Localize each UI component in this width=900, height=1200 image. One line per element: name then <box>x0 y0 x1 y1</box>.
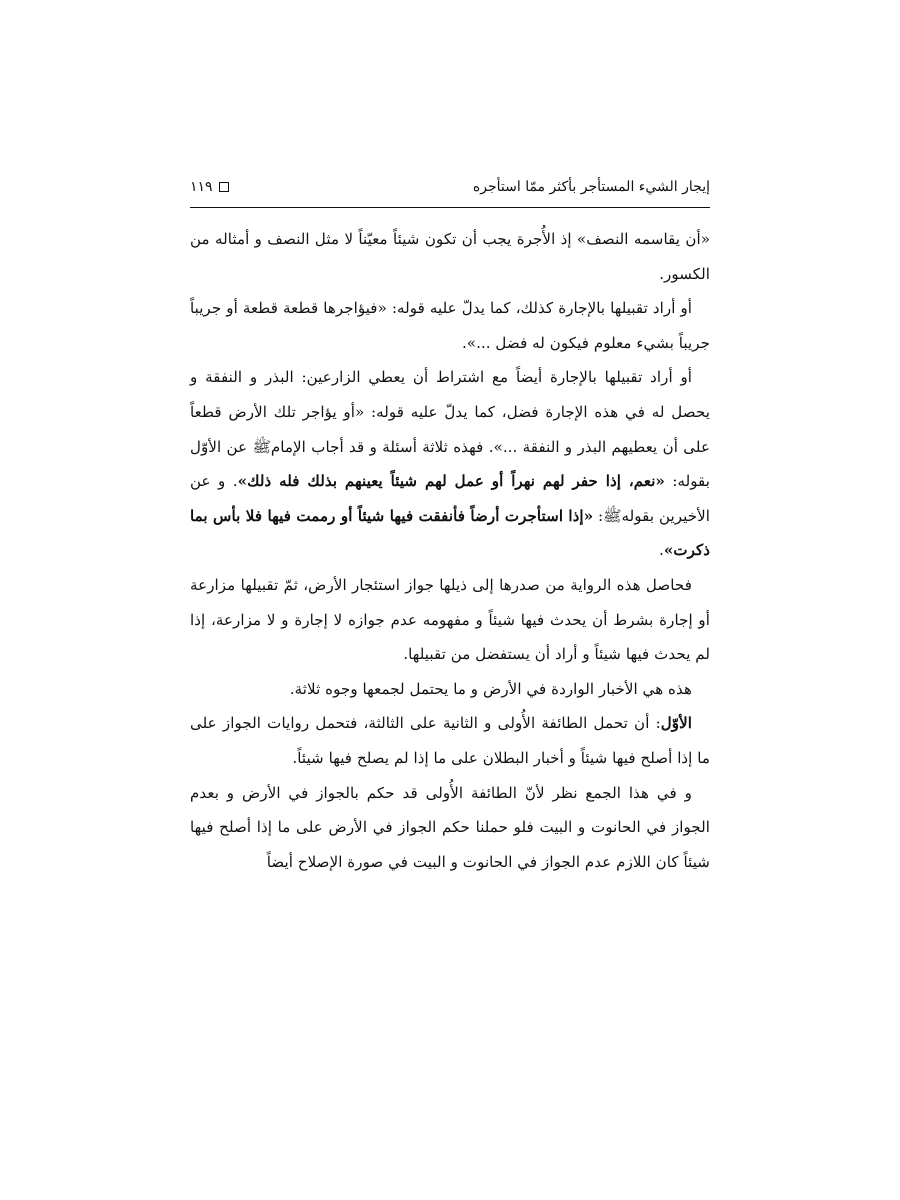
page-number: ١١٩ <box>190 179 213 195</box>
paragraph-7: و في هذا الجمع نظر لأنّ الطائفة الأُولى قد حكم بالجواز في الأرض و بعدم الجواز في الحانوت و البيت فلو حملنا حكم الجواز في الأرض على ما إذا أصلح فيها شيئاً كان اللازم عدم الجواز في الحانوت و البيت في صورة الإصلاح أيضاً <box>190 783 710 871</box>
quote-2: «إذا استأجرت أرضاً فأنفقت فيها شيئاً أو رممت فيها فلا بأس بما ذكرت» <box>190 506 710 560</box>
paragraph-1: «أن يقاسمه النصف» إذ الأُجرة يجب أن تكون شيئاً معيّناً لا مثل النصف و أمثاله من الكسور. <box>190 230 710 283</box>
square-icon <box>219 182 229 192</box>
header-rule <box>190 207 710 208</box>
paragraph-6 <box>190 706 710 775</box>
paragraph-2: أو أراد تقبيلها بالإجارة كذلك، كما يدلّ عليه قوله: «فيؤاجرها قطعة قطعة أو جريباً جريباً بشيء معلوم فيكون له فضل ...». <box>190 299 710 352</box>
paragraph-3-text-b: عن الأوّل بقوله: <box>190 437 710 491</box>
section-heading-first: الأوّل <box>660 714 692 733</box>
paragraph-5: هذه هي الأخبار الواردة في الأرض و ما يحتمل لجمعها وجوه ثلاثة. <box>289 679 692 698</box>
quote-1: «نعم، إذا حفر لهم نهراً أو عمل لهم شيئاً يعينهم بذلك فله ذلك» <box>237 472 665 491</box>
paragraph-4: فحاصل هذه الرواية من صدرها إلى ذيلها جواز استئجار الأرض، ثمّ تقبيلها مزارعة أو إجارة بشرط أن يحدث فيها شيئاً و مفهومه عدم جوازه لا إجارة و لا مزارعة، إذا لم يحدث فيها شيئاً و أراد أن يستفضل من تقبيلها. <box>190 575 710 664</box>
running-title: إيجار الشيء المستأجر بأكثر ممّا استأجره <box>472 179 710 195</box>
paragraph-3-text-e: . <box>659 541 664 560</box>
paragraph-3-text-c: . و عن الأخيرين بقوله <box>190 472 710 525</box>
paragraph-3 <box>190 360 710 568</box>
honorific-1: ﷺ <box>252 437 271 456</box>
page-number-block <box>190 176 229 198</box>
page-header <box>190 176 710 200</box>
honorific-2: ﷺ <box>603 506 622 525</box>
paragraph-3-text-d: : <box>593 506 604 525</box>
page-body <box>190 222 710 879</box>
paragraph-3-text-a: أو أراد تقبيلها بالإجارة أيضاً مع اشتراط أن يعطي الزارعين: البذر و النفقة و يحصل له في هذه الإجارة فضل، كما يدلّ عليه قوله: «أو يؤاجر تلك الأرض قطعاً على أن يعطيهم البذر و النفقة ...». فهذه ثلاثة أسئلة و قد أجاب الإمام <box>190 368 711 456</box>
paragraph-6-text: : أن تحمل الطائفة الأُولى و الثانية على الثالثة، فتحمل روايات الجواز على ما إذا أصلح فيها شيئاً و أخبار البطلان على ما إذا لم يصلح فيها شيئاً. <box>190 714 710 767</box>
